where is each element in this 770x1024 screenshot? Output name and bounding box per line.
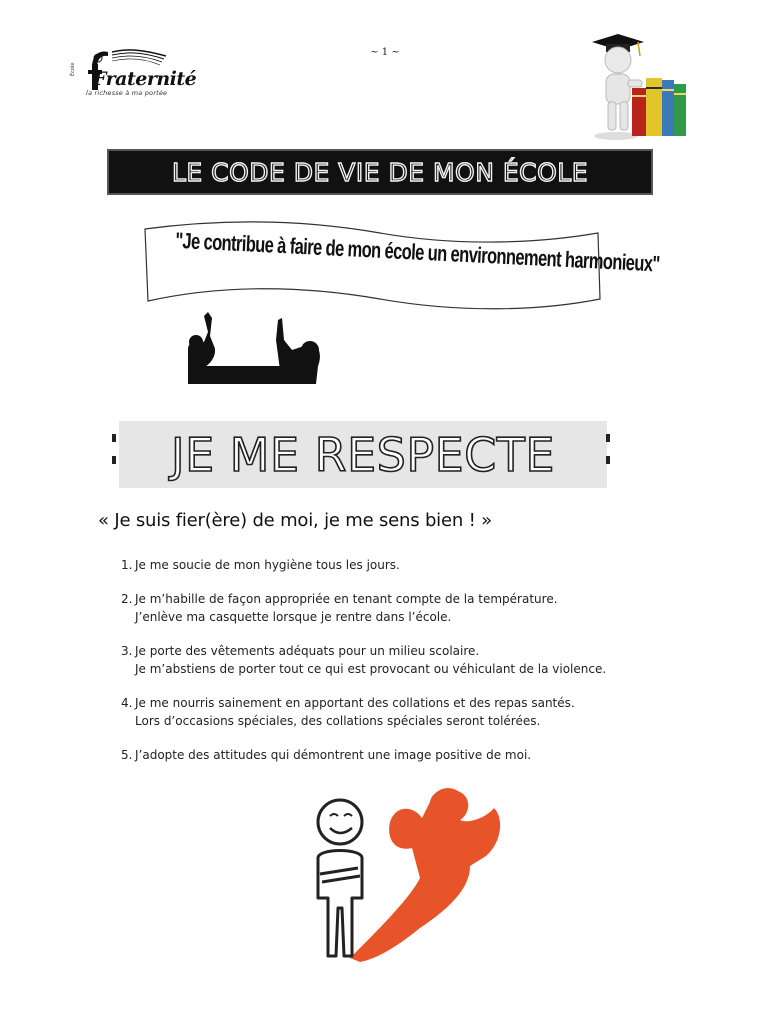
pointing-silhouettes — [184, 310, 324, 386]
item-text: Je m’habille de façon appropriée en tenant compte de la température. — [135, 592, 558, 606]
item-text: Je me soucie de mon hygiène tous les jours. — [135, 558, 400, 572]
item-text: J’adopte des attitudes qui démontrent une image positive de moi. — [135, 748, 532, 762]
list-item — [121, 642, 681, 678]
page-number: ~ 1 ~ — [370, 47, 400, 58]
item-number: 1. — [121, 558, 133, 572]
item-number: 3. — [121, 644, 133, 658]
decorative-mark — [606, 434, 610, 442]
strong-shadow-figure — [300, 778, 510, 963]
rules-list — [121, 556, 681, 780]
list-item — [121, 590, 681, 626]
item-text: Je m’abstiens de porter tout ce qui est provocant ou véhiculant de la violence. — [135, 662, 607, 676]
item-text: Je porte des vêtements adéquats pour un milieu scolaire. — [135, 644, 480, 658]
item-text: J’enlève ma casquette lorsque je rentre dans l’école. — [135, 610, 452, 624]
list-item — [121, 746, 681, 764]
item-number: 5. — [121, 748, 133, 762]
item-number: 4. — [121, 696, 133, 710]
page-title: LE CODE DE VIE DE MON ÉCOLE — [171, 157, 589, 187]
section-title-box — [119, 421, 607, 488]
decorative-mark — [112, 456, 116, 464]
item-number: 2. — [121, 592, 133, 606]
item-text: Lors d’occasions spéciales, des collations spéciales seront tolérées. — [135, 714, 541, 728]
list-item — [121, 694, 681, 730]
decorative-mark — [112, 434, 116, 442]
section-motto: « Je suis fier(ère) de moi, je me sens bien ! » — [98, 510, 492, 531]
section-title: JE ME RESPECTE — [171, 427, 555, 482]
list-item — [121, 556, 681, 574]
logo-tagline: la richesse à ma portée — [86, 89, 168, 97]
title-bar — [107, 149, 653, 195]
item-text: Je me nourris sainement en apportant des collations et des repas santés. — [135, 696, 575, 710]
banner-quote: "Je contribue à faire de mon école un environnement harmonieux" — [174, 228, 661, 277]
graduate-with-books-illustration — [586, 30, 696, 142]
decorative-mark — [606, 456, 610, 464]
logo-name: Fraternité — [93, 68, 197, 90]
logo-side-text: École — [70, 62, 76, 76]
